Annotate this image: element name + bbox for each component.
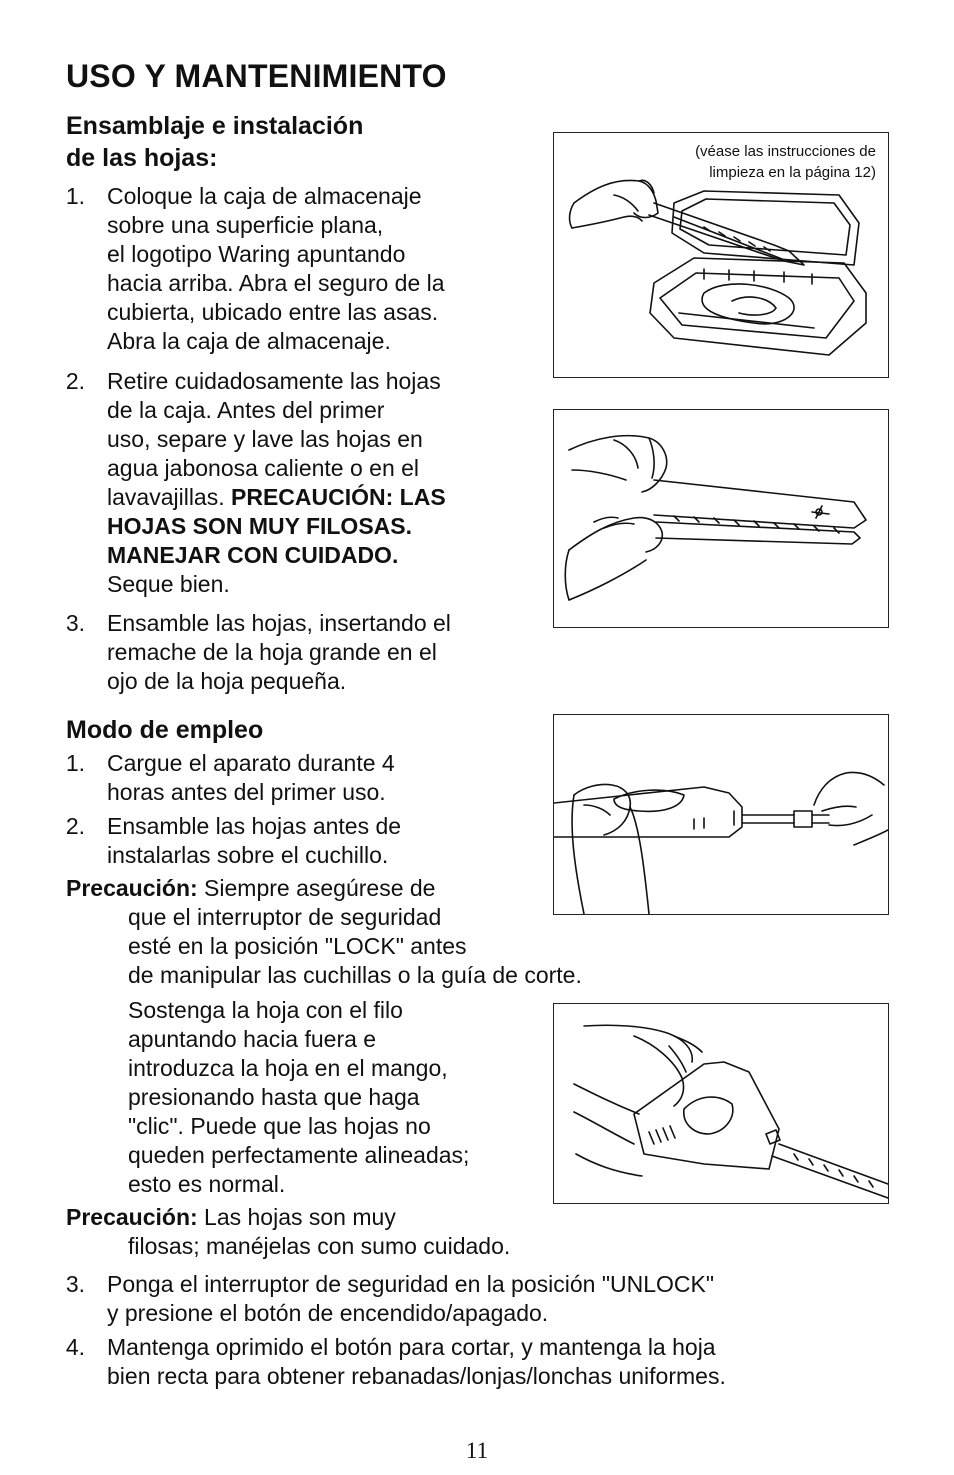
caution-text-line: filosas; manéjelas con sumo cuidado. [128, 1233, 511, 1259]
step-text: lavavajillas. [107, 484, 231, 510]
paragraph-line: presionando hasta que haga [128, 1084, 420, 1110]
step-text-line: Ensamble las hojas, insertando el [107, 610, 451, 636]
paragraph-line: Sostenga la hoja con el filo [128, 997, 403, 1023]
caution-text-line: de manipular las cuchillas o la guía de corte. [128, 962, 582, 988]
step-number: 3. [65, 1271, 85, 1297]
blades-illustration [554, 410, 888, 627]
hold-blade-paragraph [128, 996, 469, 1199]
step-text-line: Cargue el aparato durante 4 [107, 750, 395, 776]
warning-text: PRECAUCIÓN: LAS [231, 484, 446, 510]
step-text-line: uso, separe y lave las hojas en [107, 426, 423, 452]
step-text-line: Abra la caja de almacenaje. [107, 328, 391, 354]
step-text-line: hacia arriba. Abra el seguro de la [107, 270, 445, 296]
section-title-usage: Modo de empleo [66, 716, 264, 744]
caution-first-line [66, 1203, 510, 1232]
section-title-assembly [66, 110, 363, 174]
warning-text-line: HOJAS SON MUY FILOSAS. [107, 513, 413, 539]
figure-blades [553, 409, 889, 628]
page-title: USO Y MANTENIMIENTO [66, 58, 447, 94]
caution-text-line: que el interruptor de seguridad [128, 904, 442, 930]
figure-storage-case [553, 132, 889, 378]
caution-label: Precaución: [66, 875, 198, 901]
caution-first-line [66, 874, 582, 903]
step-text-line: ojo de la hoja pequeña. [107, 668, 347, 694]
caution-text-line: esté en la posición "LOCK" antes [128, 933, 467, 959]
step-text-line: de la caja. Antes del primer [107, 397, 385, 423]
caution-lock [66, 874, 582, 990]
step-text-line: sobre una superficie plana, [107, 212, 384, 238]
page-number: 11 [465, 1438, 489, 1463]
caution-text: Siempre asegúrese de [197, 875, 436, 901]
step-text-line: agua jabonosa caliente o en el [107, 455, 420, 481]
section-title-line: Ensamblaje e instalación [66, 112, 364, 140]
step-text-line: y presione el botón de encendido/apagado. [107, 1300, 549, 1326]
step-text-line: Ponga el interruptor de seguridad en la posición "UNLOCK" [107, 1271, 715, 1297]
warning-text-line: MANEJAR CON CUIDADO. [107, 542, 399, 568]
section-title-line: de las hojas: [66, 144, 218, 172]
step-number: 4. [65, 1334, 85, 1360]
step-text-line: Retire cuidadosamente las hojas [107, 368, 441, 394]
paragraph-line: apuntando hacia fuera e [128, 1026, 377, 1052]
step-text-line [107, 483, 446, 512]
step-number: 2. [65, 368, 85, 394]
paragraph-line: esto es normal. [128, 1171, 286, 1197]
step-text-line: Coloque la caja de almacenaje [107, 183, 422, 209]
step-text-line: el logotipo Waring apuntando [107, 241, 406, 267]
insert-blade-illustration [554, 1004, 888, 1203]
step-number: 1. [65, 750, 85, 776]
step-text-line: cubierta, ubicado entre las asas. [107, 299, 439, 325]
step-text-line: Seque bien. [107, 571, 230, 597]
paragraph-line: queden perfectamente alineadas; [128, 1142, 470, 1168]
step-text-line: remache de la hoja grande en el [107, 639, 437, 665]
caution-sharp [66, 1203, 510, 1261]
step-number: 1. [65, 183, 85, 209]
figure-insert-blade [553, 1003, 889, 1204]
charging-illustration [554, 715, 888, 914]
paragraph-line: "clic". Puede que las hojas no [128, 1113, 431, 1139]
step-text-line: horas antes del primer uso. [107, 779, 386, 805]
step-text-line: Mantenga oprimido el botón para cortar, y mantenga la hoja [107, 1334, 716, 1360]
step-number: 2. [65, 813, 85, 839]
step-text-line: Ensamble las hojas antes de [107, 813, 402, 839]
caution-label: Precaución: [66, 1204, 198, 1230]
paragraph-line: introduzca la hoja en el mango, [128, 1055, 448, 1081]
step-number: 3. [65, 610, 85, 636]
caption-line: (véase las instrucciones de [695, 143, 876, 160]
figure-charging [553, 714, 889, 915]
caption-line: limpieza en la página 12) [709, 164, 876, 181]
step-text-line: instalarlas sobre el cuchillo. [107, 842, 389, 868]
caution-text: Las hojas son muy [197, 1204, 396, 1230]
step-text-line: bien recta para obtener rebanadas/lonjas/lonchas uniformes. [107, 1363, 726, 1389]
figure-caption [695, 141, 876, 183]
